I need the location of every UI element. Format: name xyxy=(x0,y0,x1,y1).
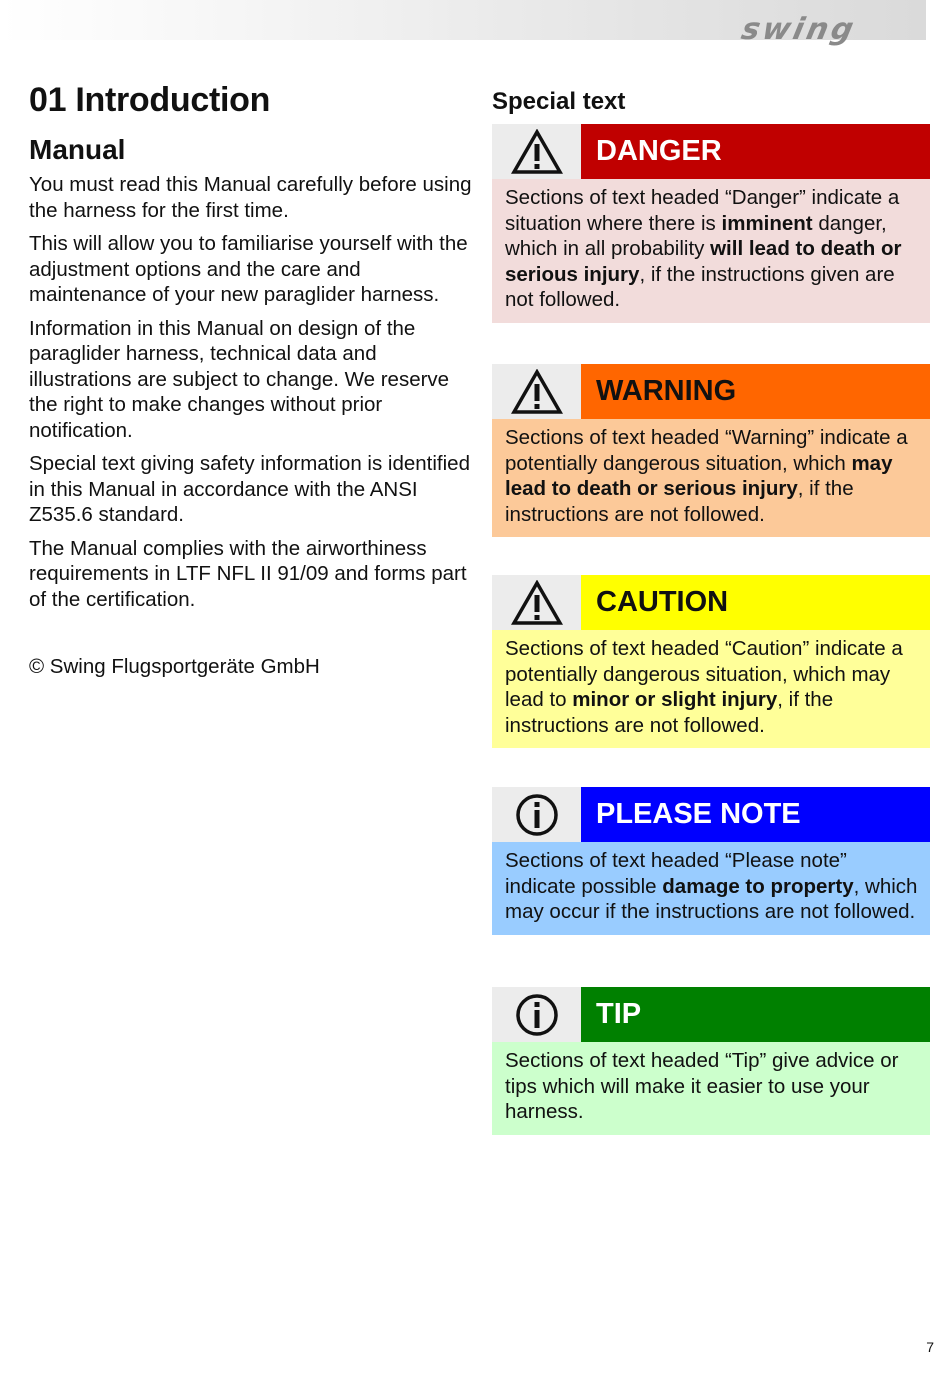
section-title: Manual xyxy=(29,134,126,165)
box-body xyxy=(492,842,930,935)
body-text: , if the instructions are not followed. xyxy=(505,688,834,737)
box-label: WARNING xyxy=(581,364,930,419)
box-body xyxy=(492,179,930,323)
box-label: PLEASE NOTE xyxy=(581,787,930,842)
box-label: CAUTION xyxy=(581,575,930,630)
emphasis-text: damage to property xyxy=(662,874,854,898)
body-text: Sections of text headed “Caution” indicate a potentially dangerous situation, which may lead to xyxy=(505,637,903,711)
emphasis-text: may lead to death or serious injury xyxy=(505,451,893,500)
warning-triangle-icon xyxy=(492,364,581,419)
danger-box xyxy=(492,124,930,323)
box-body xyxy=(492,630,930,748)
body-text: , which may occur if the instructions are not followed. xyxy=(505,874,918,923)
page-number: 7 xyxy=(926,1339,934,1355)
box-label: DANGER xyxy=(581,124,930,179)
body-text: Sections of text headed “Tip” give advice or tips which will make it easier to use your harness. xyxy=(505,1049,899,1123)
emphasis-text: imminent xyxy=(721,211,813,235)
paragraph: Information in this Manual on design of the paraglider harness, technical data and illustrations are subject to change. We reserve the right to make changes without prior notification. xyxy=(29,316,450,442)
tip-box xyxy=(492,987,930,1135)
box-body xyxy=(492,1042,930,1135)
paragraph: The Manual complies with the airworthiness requirements in LTF NFL II 91/09 and forms part of the certification. xyxy=(29,536,467,611)
paragraph: You must read this Manual carefully before using the harness for the first time. xyxy=(29,173,472,222)
body-text: Sections of text headed “Warning” indicate a potentially dangerous situation, which xyxy=(505,426,908,475)
chapter-title: 01 Introduction xyxy=(29,81,271,119)
body-text: danger, which in all probability xyxy=(505,211,887,260)
warning-triangle-icon xyxy=(492,575,581,630)
warning-box xyxy=(492,364,930,537)
introduction-column xyxy=(29,80,474,679)
body-text: , if the instructions are not followed. xyxy=(505,477,854,526)
special-text-title: Special text xyxy=(492,88,626,115)
warning-triangle-icon xyxy=(492,124,581,179)
please-note-box xyxy=(492,787,930,935)
info-circle-icon xyxy=(492,987,581,1042)
emphasis-text: will lead to death or serious injury xyxy=(505,237,902,286)
caution-box xyxy=(492,575,930,748)
info-circle-icon xyxy=(492,787,581,842)
box-label: TIP xyxy=(581,987,930,1042)
header-bar xyxy=(0,0,926,47)
box-body xyxy=(492,419,930,537)
copyright: © Swing Flugsportgeräte GmbH xyxy=(29,655,320,678)
swing-logo: swing xyxy=(738,12,860,47)
paragraph: Special text giving safety information is identified in this Manual in accordance with the ANSI Z535.6 standard. xyxy=(29,452,470,526)
body-text: , if the instructions given are not followed. xyxy=(505,262,895,311)
body-text: Sections of text headed “Danger” indicate a situation where there is xyxy=(505,186,900,235)
special-text-column xyxy=(492,87,930,1123)
emphasis-text: minor or slight injury xyxy=(572,688,778,711)
body-text: Sections of text headed “Please note” indicate possible xyxy=(505,849,847,898)
paragraph: This will allow you to familiarise yourself with the adjustment options and the care and maintenance of your new paraglider harness. xyxy=(29,232,468,306)
